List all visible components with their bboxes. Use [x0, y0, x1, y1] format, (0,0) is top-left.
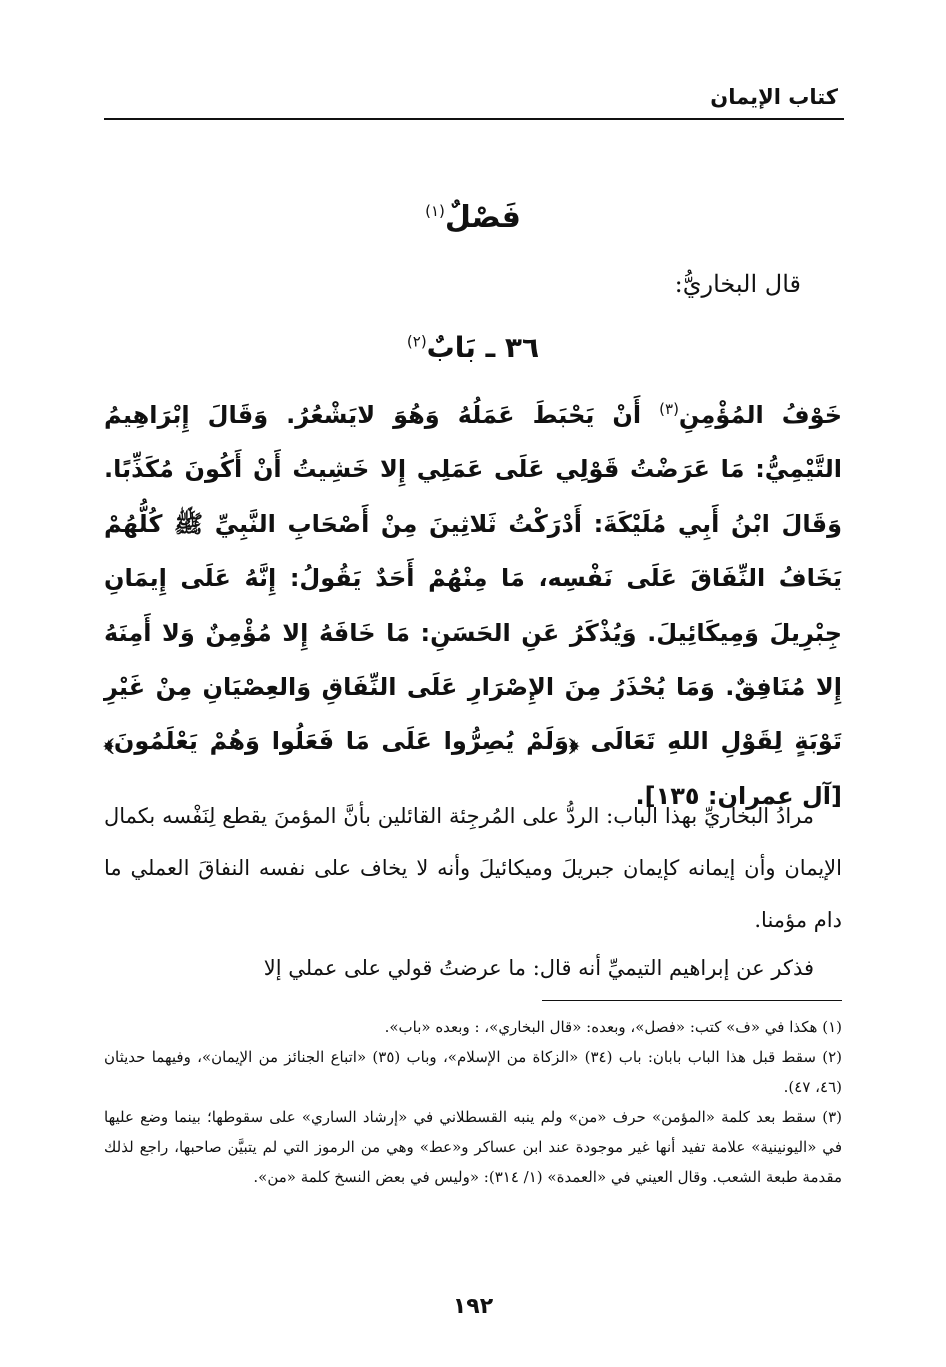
hadith-body: أَنْ يَحْبَطَ عَمَلُهُ وَهُوَ لايَشْعُرُ. وَقَالَ إِبْرَاهِيمُ التَّيْمِيُّ: مَا عَرَضْتُ قَوْلِي عَلَى عَمَلِي إِلا خَشِيتُ أَنْ أَكُونَ مُكَذِّبًا. وَقَالَ ابْنُ أَبِي مُلَيْكَةَ: أَدْرَكْتُ ثَلاثِينَ مِنْ أَصْحَابِ النَّبِيِّ ﷺ كُلُّهُمْ يَخَافُ النِّفَاقَ عَلَى نَفْسِه، مَا مِنْهُمْ أَحَدٌ يَقُولُ: إِنَّهُ عَلَى إِيمَانِ جِبْرِيلَ وَمِيكَائِيلَ. وَيُذْكَرُ عَنِ الحَسَنِ: مَا خَافَهُ إِلا مُؤْمِنٌ وَلا أَمِنَهُ إِلا مُنَافِقٌ. وَمَا يُحْذَرُ مِنَ الإِصْرَارِ عَلَى النِّفَاقِ وَالعِصْيَانِ مِنْ غَيْرِ تَوْبَةٍ لِقَوْلِ اللهِ تَعَالَى ﴿وَلَمْ يُصِرُّوا عَلَى مَا فَعَلُوا وَهُمْ يَعْلَمُونَ﴾ [آل عمران: ١٣٥]. [104, 401, 842, 810]
running-head: كتاب الإيمان [710, 85, 838, 109]
footnote-ref-3[interactable]: (٣) [659, 400, 679, 418]
commentary-paragraph: مرادُ البخاريِّ بهذا الباب: الردُّ على المُرجِئة القائلين بأنَّ المؤمنَ يقطع لِنَفْسه بكمال الإيمان وأن إيمانه كإيمان جبريلَ وميكائيلَ وأنه لا يخاف على نفسه النفاقَ العملي ما دام مؤمنا. [104, 804, 842, 932]
chapter-title-text: ٣٦ ـ بَابٌ [426, 331, 540, 364]
footnote-ref-2[interactable]: (٢) [406, 332, 427, 351]
footnote-2: (٢) سقط قبل هذا الباب بابان: باب (٣٤) «الزكاة من الإسلام»، وباب (٣٥) «اتباع الجنائز من الإيمان»، وفيهما حديثان (٤٦، ٤٧). [104, 1048, 842, 1096]
section-title-text: فَصْلٌ [444, 200, 521, 235]
footnote-1: (١) هكذا في «ف» كتب: «فصل»، وبعده: «قال البخاري»، : وبعده «باب». [384, 1018, 842, 1036]
hadith-text [104, 388, 842, 823]
chapter-title [0, 326, 946, 370]
footnote-rule [542, 1000, 842, 1001]
footnote-3: (٣) سقط بعد كلمة «المؤمن» حرف «من» ولم ينبه القسطلاني في «إرشاد الساري» على سقوطها؛ بينما وضع عليها في «اليونينية» علامة تفيد أنها غير موجودة عند ابن عساكر و«عط» وهي من الرموز التي لم يتبيَّن صاحبها، راجع لذلك مقدمة طبعة الشعب. وقال العيني في «العمدة» (١/ ٣١٤): «وليس في بعض النسخ كلمة «من». [104, 1108, 842, 1186]
hadith-lead: خَوْفُ المُؤْمِنِ [678, 401, 842, 429]
page-number: ١٩٢ [452, 1294, 494, 1319]
speaker-line: قال البخاريُّ: [674, 270, 801, 298]
section-title [0, 196, 946, 240]
footnote-ref-1[interactable]: (١) [425, 202, 445, 220]
header-rule [104, 118, 844, 120]
commentary-paragraph: فذكر عن إبراهيم التيميِّ أنه قال: ما عرضتُ قولي على عملي إلا [263, 956, 814, 980]
footnotes [104, 1012, 842, 1192]
